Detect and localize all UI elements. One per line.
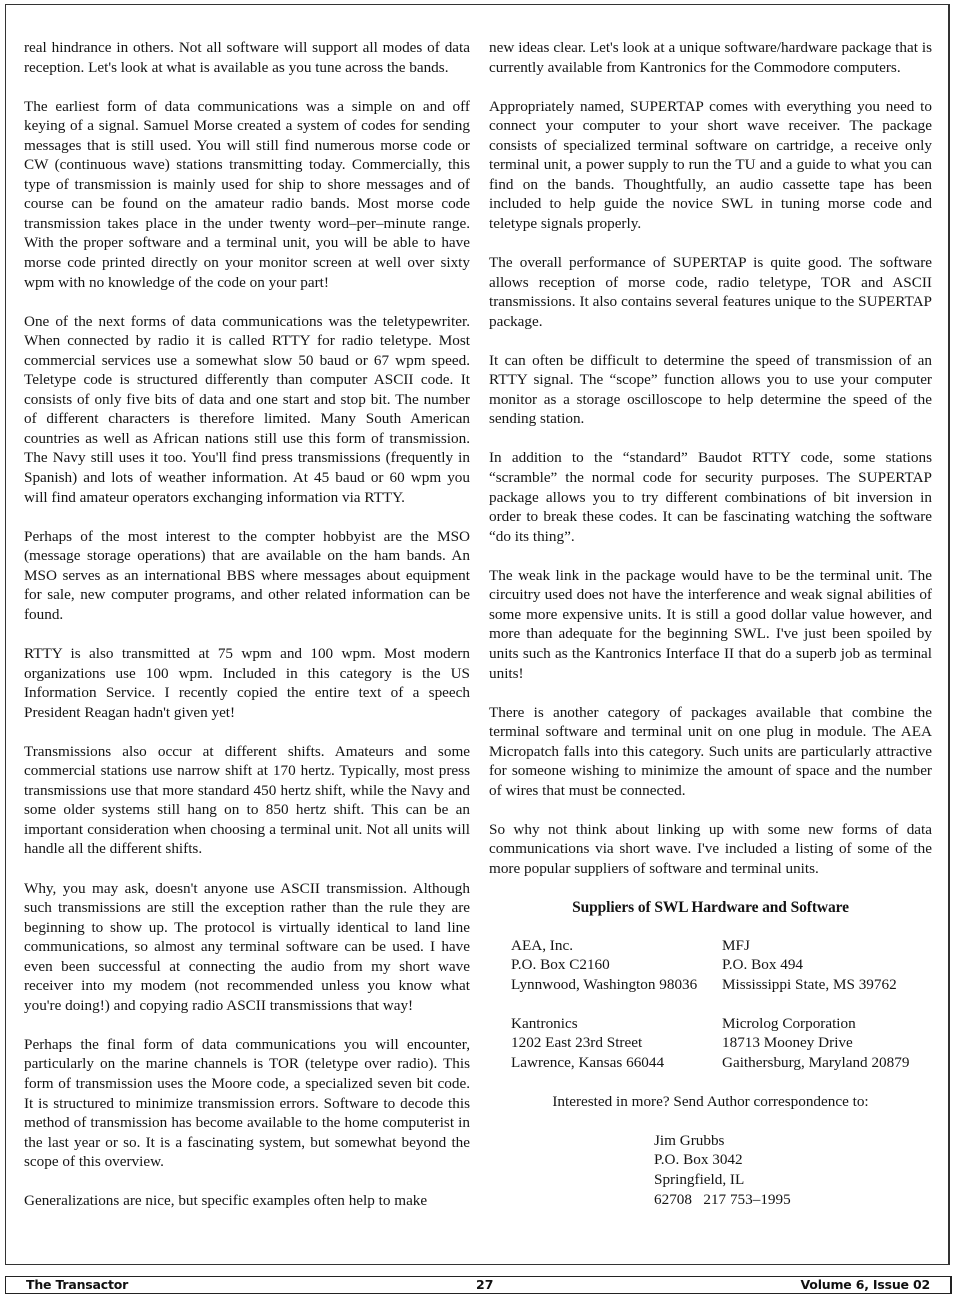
suppliers-list [511,936,932,1073]
supplier-address-line: 18713 Mooney Drive [722,1034,853,1052]
supplier-address-line: Gaithersburg, Maryland 20879 [722,1053,910,1071]
author-address-line: 62708 217 753–1995 [654,1190,791,1208]
paragraph: One of the next forms of data communications was the teletypewriter. When connected by radio it is called RTTY for radio teletype. Most commercial services use a somewhat slow 50 baud or 67 wpm speed. Teletype code is structured differently than computer ASCII code. It consists of only five bits of data and one start and stop bit. The number of different characters is therefore limited. Many South American countries as well as African nations still use this form of transmission. The Navy still uses it too. You'll find press transmissions (frequently in Spanish) and lots of weather information. At 45 baud or 60 wpm you will find amateur operators exchanging information via RTTY. [24,312,470,506]
author-address-line: Springfield, IL [654,1171,745,1189]
paragraph: The earliest form of data communications was a simple on and off keying of a signal. Samuel Morse created a system of codes for sending messages that is still used. You will still find numerous morse code or CW (continuous wave) stations transmitting today. Commercially, this type of transmission is mainly used for ship to shore messages and of course can be found on the amateur radio bands. Most morse code transmission takes place in the under twenty word–per–minute range. With the proper software and a terminal unit, you will be able to have morse code printed directly on your monitor screen at well over sixty wpm with no knowledge of the code on your part! [24,97,470,291]
supplier-mfj [722,936,942,995]
paragraph: Why, you may ask, doesn't anyone use ASCII transmission. Although such transmissions are still the exception rather than the rule they are beginning to show up. The protocol is virtually identical to land line communications, so almost any terminal software can be used. I have even been successful at connecting the audio from my short wave receiver into my modem (not recommended unless you know what you're doing!) and copying radio ASCII transmissions that way! [24,879,470,1014]
supplier-address-line: P.O. Box 494 [722,956,804,974]
paragraph: In addition to the “standard” Baudot RTTY code, some stations “scramble” the normal code for security purposes. The SUPERTAP package allows you to try different combinations of bit inversion in order to break these codes. It can be fascinating watching the software “do its thing”. [489,449,932,545]
page-footer [5,1276,952,1294]
paragraph: The weak link in the package would have to be the terminal unit. The circuitry used does not have the interference and weak signal abilities of some more expensive units. It is still a good dollar value however, and more than adequate for the beginning SWL. I've just been spoiled by units such as the Kantronics Interface II that do a superb job as terminal units! [489,566,932,682]
supplier-address-line: 1202 East 23rd Street [511,1034,643,1052]
supplier-name: Microlog Corporation [722,1014,856,1032]
paragraph: new ideas clear. Let's look at a unique software/hardware package that is currently available from Kantronics for the Commodore computers. [489,39,932,76]
supplier-microlog [722,1014,942,1073]
paragraph: The overall performance of SUPERTAP is quite good. The software allows reception of morse code, radio teletype, TOR and ASCII transmissions. It also contains several features unique to the SUPERTAP package. [489,254,932,330]
publication-name: The Transactor [26,1277,129,1292]
page-number: 27 [476,1277,494,1292]
supplier-address-line: Lawrence, Kansas 66044 [511,1053,665,1071]
paragraph: Generalizations are nice, but specific examples often help to make [24,1192,428,1210]
paragraph: It can often be difficult to determine the speed of transmission of an RTTY signal. The “scope” function allows you to use your computer monitor as a storage oscilloscope to help determine the speed of the sending station. [489,351,932,428]
volume-issue: Volume 6, Issue 02 [800,1277,930,1292]
author-contact-intro: Interested in more? Send Author correspondence to: [552,1092,869,1110]
right-column [489,38,932,1209]
left-column [24,38,470,1211]
supplier-address-line: P.O. Box C2160 [511,956,610,974]
author-name: Jim Grubbs [654,1131,725,1149]
suppliers-heading: Suppliers of SWL Hardware and Software [572,899,849,917]
supplier-name: Kantronics [511,1014,578,1032]
author-address-line: P.O. Box 3042 [654,1151,743,1169]
supplier-address-line: Mississippi State, MS 39762 [722,975,897,993]
supplier-kantronics [511,1014,722,1073]
paragraph: There is another category of packages available that combine the terminal software and terminal unit on one plug in module. The AEA Micropatch falls into this category. Such units are particularly attractive for someone wishing to minimize the amount of space and the number of wires that must be connected. [489,703,932,799]
supplier-aea [511,936,722,995]
paragraph: Perhaps the final form of data communications you will encounter, particularly on the marine channels is TOR (teletype over radio). This form of transmission uses the Moore code, a specialized seven bit code. It is structured to minimize transmission errors. Software to decode this method of transmission has become available to the home computerist in the last year or so. It is a fascinating system, but somewhat beyond the scope of this overview. [24,1035,470,1171]
supplier-name: MFJ [722,936,750,954]
paragraph: real hindrance in others. Not all software will support all modes of data reception. Let's look at what is available as you tune across the bands. [24,39,470,76]
paragraph: RTTY is also transmitted at 75 wpm and 100 wpm. Most modern organizations use 100 wpm. Included in this category is the US Information Service. I recently copied the entire text of a speech President Reagan hadn't given yet! [24,644,470,721]
paragraph: Perhaps of the most interest to the compter hobbyist are the MSO (message storage operations) that are available on the ham bands. An MSO serves as an international BBS where messages about equipment for sale, new computer programs, and other related information can be found. [24,527,470,623]
paragraph: So why not think about linking up with some new forms of data communications via short wave. I've included a listing of some of the more popular suppliers of software and terminal units. [489,820,932,877]
author-contact [654,1131,932,1209]
supplier-name: AEA, Inc. [511,936,573,954]
supplier-address-line: Lynnwood, Washington 98036 [511,975,698,993]
paragraph: Appropriately named, SUPERTAP comes with everything you need to connect your computer to your short wave receiver. The package consists of specialized terminal software on cartridge, a receive only terminal unit, a power supply to run the TU and a guide to what you can find on the bands. Thoughtfully, an audio cassette tape has been included to help guide the novice SWL in tuning morse code and teletype signals properly. [489,97,932,232]
paragraph: Transmissions also occur at different shifts. Amateurs and some commercial stations use narrow shift at 170 hertz. Typically, most press transmissions use that more standard 450 hertz shift, while the Navy and some older systems still hang on to 850 hertz shift. This can be an important consideration when choosing a terminal unit. Not all units will handle all the different shifts. [24,742,470,858]
